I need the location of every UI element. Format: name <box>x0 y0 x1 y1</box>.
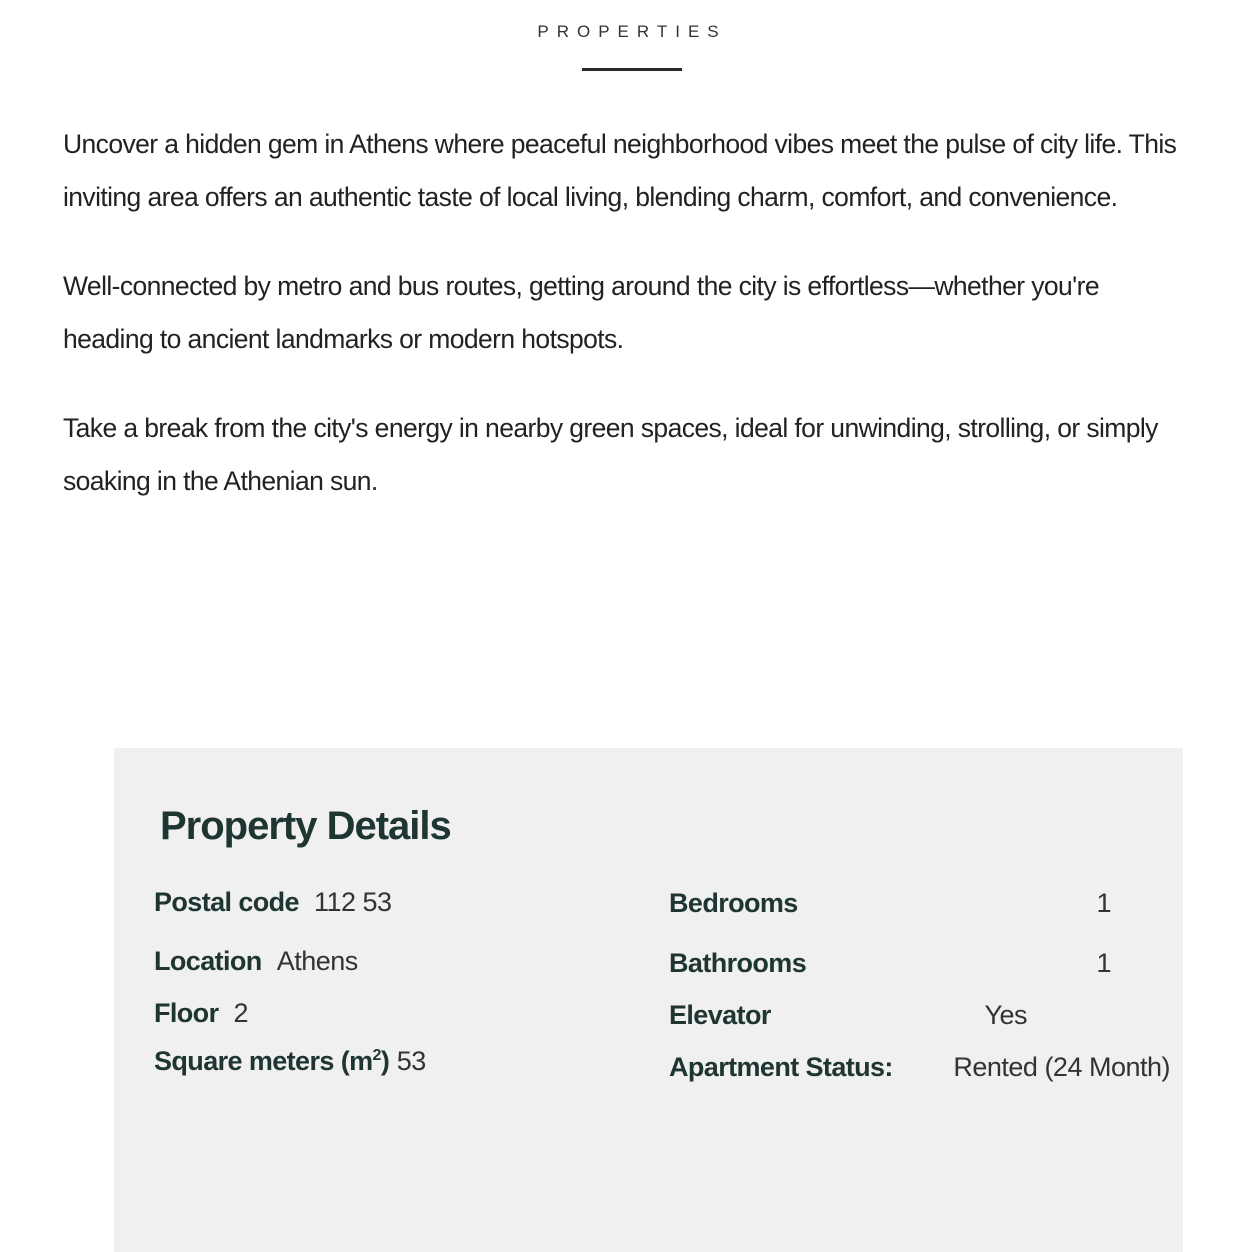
detail-value: 2 <box>233 998 249 1028</box>
detail-value: Athens <box>276 946 358 976</box>
detail-label-elevator: Elevator <box>669 1000 771 1030</box>
description-paragraph: Well-connected by metro and bus routes, getting around the city is effortless—whether you're heading to ancient landmarks or modern hotspots. <box>63 271 1099 354</box>
property-details-panel <box>114 748 1183 1252</box>
section-label: PROPERTIES <box>537 22 727 41</box>
detail-label: Square meters $(m^2)$ <box>154 1046 390 1076</box>
detail-label-bathrooms: Bathrooms <box>669 948 807 978</box>
detail-value-elevator: Yes <box>984 1000 1027 1030</box>
detail-label-apartment-status: Apartment Status: <box>669 1052 893 1082</box>
detail-label: Floor <box>154 998 219 1028</box>
detail-value-apartment-status: Rented (24 Month) <box>953 1052 1170 1082</box>
property-details-title: Property Details <box>160 804 451 848</box>
detail-postal-code <box>154 889 392 916</box>
description-paragraph: Take a break from the city's energy in nearby green spaces, ideal for unwinding, strolling, or simply soaking in the Athenian sun. <box>63 413 1158 496</box>
detail-value: 53 <box>396 1046 426 1076</box>
detail-value-bedrooms: 1 <box>1096 888 1111 918</box>
description-paragraph: Uncover a hidden gem in Athens where peaceful neighborhood vibes meet the pulse of city life. This inviting area offers an authentic taste of local living, blending charm, comfort, and convenience. <box>63 129 1177 212</box>
detail-label: Postal code <box>154 887 299 917</box>
detail-value-bathrooms: 1 <box>1096 948 1111 978</box>
section-divider <box>582 68 682 71</box>
detail-value: 112 53 <box>313 887 392 917</box>
detail-location <box>154 948 358 975</box>
detail-label: Location <box>154 946 262 976</box>
property-description <box>63 118 1188 544</box>
detail-label-bedrooms: Bedrooms <box>669 888 798 918</box>
detail-square-meters <box>154 1048 426 1075</box>
detail-floor <box>154 1000 248 1027</box>
